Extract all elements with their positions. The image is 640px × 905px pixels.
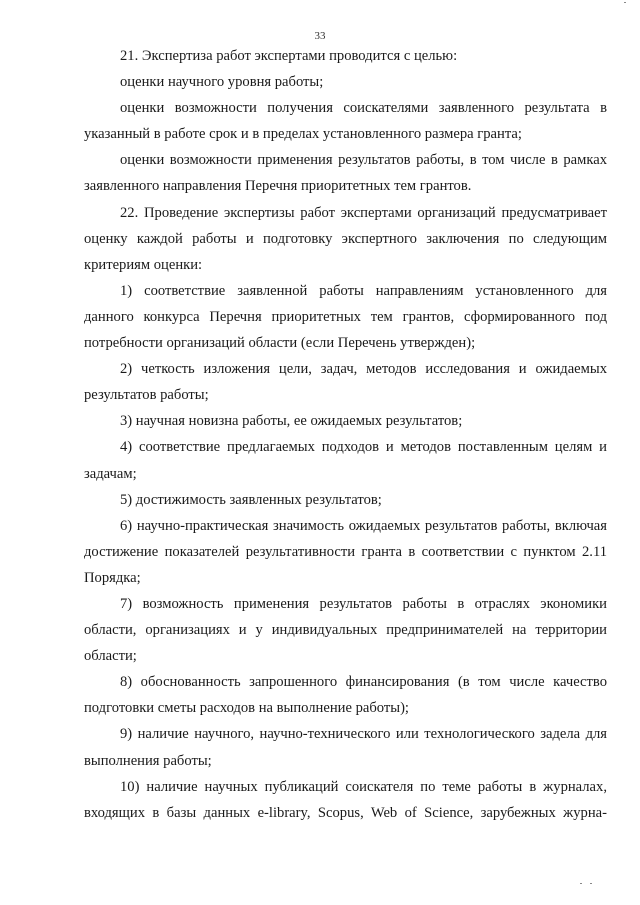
scan-mark [590, 883, 592, 884]
paragraph-21-item-2: оценки возможности получения соискателями заявленного результата в указанный в работе срок и в пределах установленного размера гранта; [84, 100, 607, 143]
criterion-3: 3) научная новизна работы, ее ожидаемых результатов; [120, 413, 463, 430]
document-body [84, 43, 607, 826]
criterion-2: 2) четкость изложения цели, задач, методов исследования и ожидаемых результатов работы; [84, 361, 607, 404]
paragraph-22: 22. Проведение экспертизы работ экспертами организаций предусматривает оценку каждой работы и подготовку экспертного заключения по следующим критериям оценки: [84, 204, 607, 273]
criterion-6: 6) научно-практическая значимость ожидаемых результатов работы, включая достижение показателей результативности гранта в соответствии с пунктом 2.11 Порядка; [84, 517, 607, 586]
criterion-8: 8) обоснованность запрошенного финансирования (в том числе качество подготовки сметы расходов на выполнение работы); [84, 674, 607, 717]
paragraph-21-item-1: оценки научного уровня работы; [120, 74, 324, 91]
criterion-10: 10) наличие научных публикаций соискателя по теме работы в журналах, входящих в базы данных e-library, Scopus, Web of Science, зарубежных журна- [84, 778, 607, 821]
criterion-9: 9) наличие научного, научно-технического или технологического задела для выполнения работы; [84, 726, 607, 769]
scan-mark [580, 883, 582, 884]
criterion-5: 5) достижимость заявленных результатов; [120, 491, 382, 508]
paragraph-21-item-3: оценки возможности применения результатов работы, в том числе в рамках заявленного направления Перечня приоритетных тем грантов. [84, 152, 607, 195]
criterion-4: 4) соответствие предлагаемых подходов и методов поставленным целям и задачам; [84, 439, 607, 482]
criterion-7: 7) возможность применения результатов работы в отраслях экономики области, организациях и у индивидуальных предпринимателей на территории области; [84, 595, 607, 665]
scan-mark [624, 2, 626, 3]
paragraph-21: 21. Экспертиза работ экспертами проводится с целью: [120, 48, 458, 64]
page-number: 33 [314, 30, 326, 42]
criterion-1: 1) соответствие заявленной работы направлениям установленного для данного конкурса Перечня приоритетных тем грантов, сформированного под потребности организаций области (если Перечень утвержден); [84, 282, 607, 352]
